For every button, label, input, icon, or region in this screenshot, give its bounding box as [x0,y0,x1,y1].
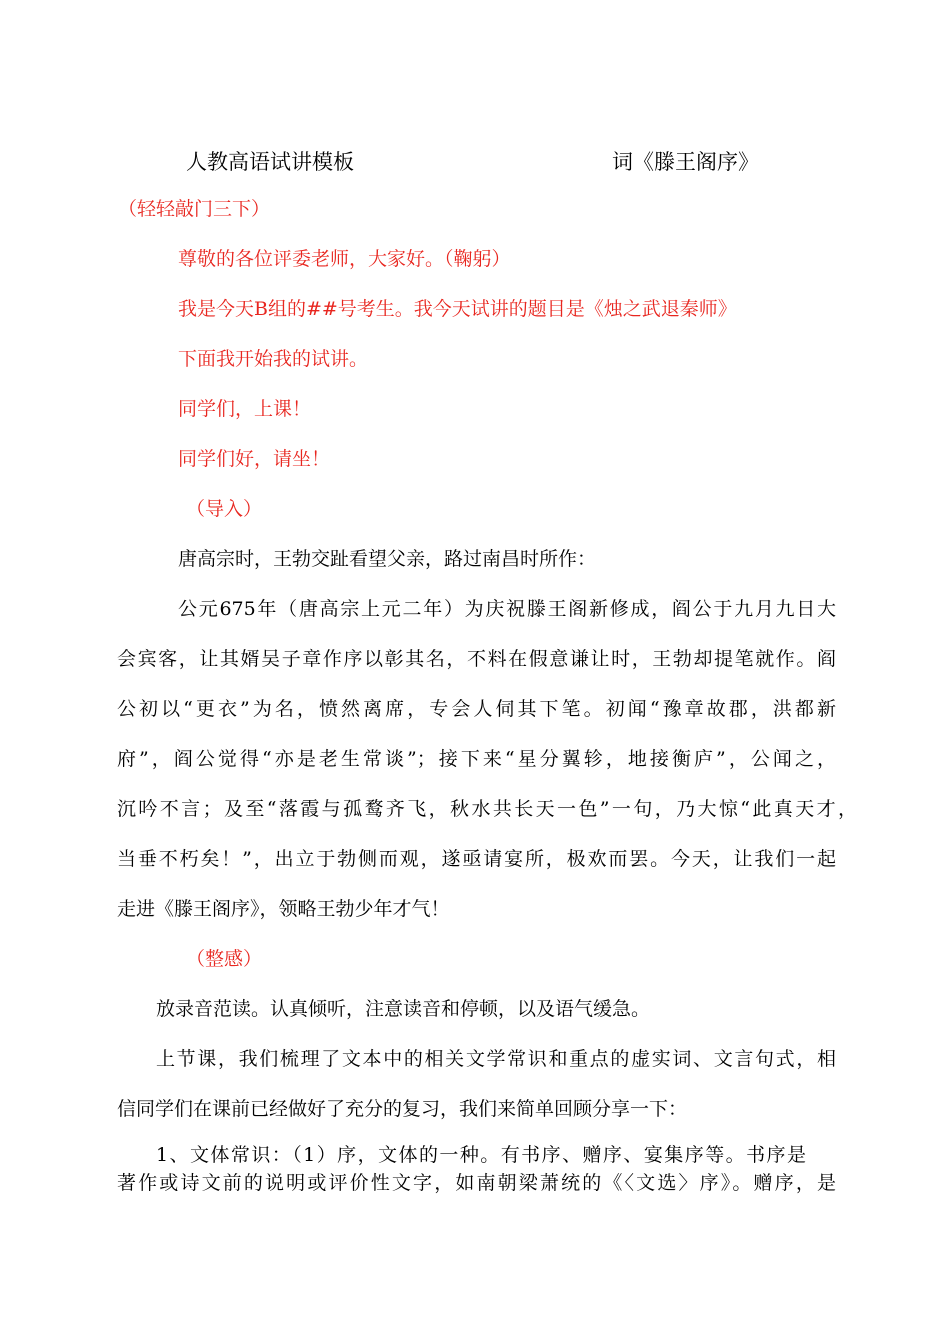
paragraph-line: 公元675年（唐高宗上元二年）为庆祝滕王阁新修成，阎公于九月九日大 [178,598,836,620]
paragraph-line: 著作或诗文前的说明或评价性文字，如南朝梁萧统的《〈文选〉序》。赠序，是 [117,1172,836,1194]
section-heading-daoru: （导入） [186,498,263,520]
paragraph-line: 走进《滕王阁序》，领略王勃少年才气！ [117,898,450,920]
paragraph-line: 1、文体常识：（1）序，文体的一种。有书序、赠序、宴集序等。书序是 [156,1144,806,1166]
self-intro-line: 我是今天B组的##号考生。我今天试讲的题目是《烛之武退秦师》 [178,298,737,320]
stage-direction-knock: （轻轻敲门三下） [118,198,271,220]
document-subtitle: 词《滕王阁序》 [612,150,759,174]
paragraph-recording: 放录音范读。认真倾听，注意读音和停顿，以及语气缓急。 [156,998,651,1020]
document-title: 人教高语试讲模板 [186,150,354,174]
paragraph-line: 上节课，我们梳理了文本中的相关文学常识和重点的虚实词、文言句式，相 [156,1048,836,1070]
sit-down-line: 同学们好，请坐！ [178,448,331,470]
greeting-line: 尊敬的各位评委老师，大家好。（鞠躬） [178,248,511,270]
class-begin-line: 同学们，上课！ [178,398,312,420]
paragraph-line: 当垂不朽矣！”，出立于勃侧而观，遂亟请宴所，极欢而罢。今天，让我们一起 [117,848,836,870]
paragraph-line: 府”，阎公觉得“亦是老生常谈”；接下来“星分翼轸，地接衡庐”，公闻之， [117,748,836,770]
paragraph-line: 信同学们在课前已经做好了充分的复习，我们来简单回顾分享一下： [117,1098,688,1120]
paragraph-line: 公初以“更衣”为名，愤然离席，专会人伺其下笔。初闻“豫章故郡，洪都新 [117,698,836,720]
section-heading-zhenggan: （整感） [186,948,263,970]
start-line: 下面我开始我的试讲。 [178,348,369,370]
paragraph-intro: 唐高宗时，王勃交趾看望父亲，路过南昌时所作： [178,548,597,570]
paragraph-line: 会宾客，让其婿吴子章作序以彰其名，不料在假意谦让时，王勃却提笔就作。阎 [117,648,836,670]
paragraph-line: 沉吟不言；及至“落霞与孤鹜齐飞，秋水共长天一色”一句，乃大惊“此真天才， [117,798,857,820]
